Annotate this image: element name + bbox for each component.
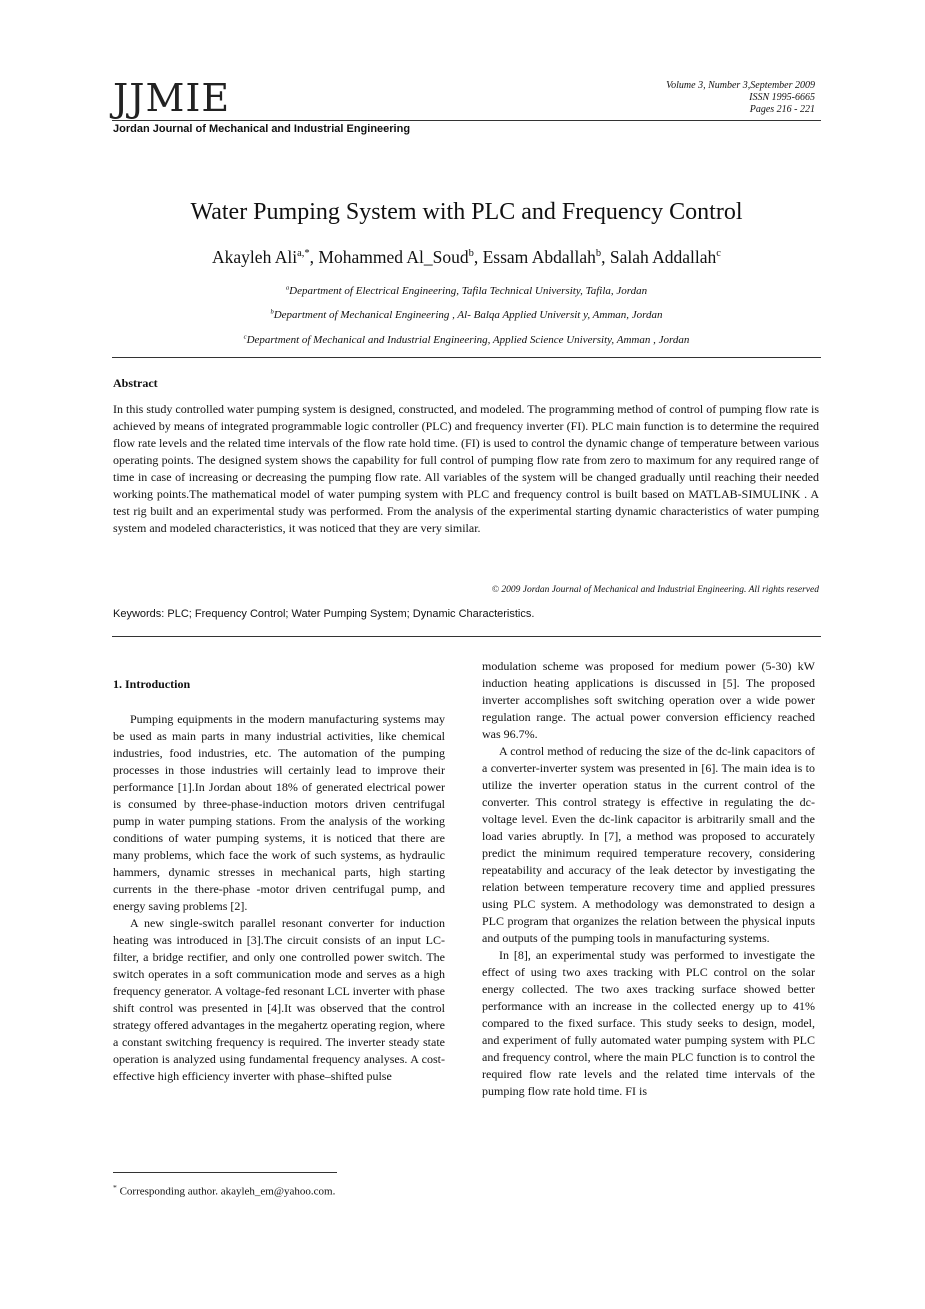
issn-line: ISSN 1995-6665 — [749, 92, 815, 103]
author-name: Salah Addallah — [609, 247, 717, 267]
author-name: Mohammed Al_Soud — [318, 247, 469, 267]
title-rule — [112, 357, 821, 358]
abstract-rule — [112, 636, 821, 637]
volume-info — [666, 80, 815, 116]
footnote-rule — [113, 1172, 337, 1173]
copyright-notice: © 2009 Jordan Journal of Mechanical and Industrial Engineering. All rights reserved — [491, 585, 819, 595]
right-column — [482, 658, 815, 1100]
keywords: Keywords: PLC; Frequency Control; Water Pumping System; Dynamic Characteristics. — [113, 608, 535, 620]
author-sup: b — [468, 248, 474, 260]
footnote-sup: * — [113, 1183, 117, 1192]
author-sup: c — [716, 248, 721, 260]
affiliation-sup: c — [243, 333, 247, 341]
author-list — [112, 247, 821, 268]
affiliation-sup: a — [285, 284, 290, 292]
affiliation-sup: b — [270, 308, 274, 316]
affiliation-text: Department of Electrical Engineering, Tafila Technical University, Tafila, Jordan — [289, 285, 648, 297]
affiliation-text: Department of Mechanical Engineering , Al- Balqa Applied Universit y, Amman, Jordan — [273, 309, 663, 321]
journal-logo: JJMIE — [113, 76, 231, 120]
journal-name: Jordan Journal of Mechanical and Industrial Engineering — [113, 123, 411, 135]
author-sup: a,* — [297, 248, 310, 260]
paragraph: modulation scheme was proposed for medium power (5-30) kW induction heating applications is discussed in [5]. The proposed inverter accomplishes soft switching operation over a wide power regulation range. The actual power conversion efficiency reached was 96.7%. — [482, 659, 815, 741]
author-name: Essam Abdallah — [482, 247, 596, 267]
volume-line: Volume 3, Number 3,September 2009 — [666, 80, 815, 91]
author-sup: b — [595, 248, 602, 260]
paper-title: Water Pumping System with PLC and Frequency Control — [190, 199, 743, 225]
paragraph: A new single-switch parallel resonant converter for induction heating was introduced in [3].The circuit consists of an input LC-filter, a bridge rectifier, and only one controlled power switch. The switch operates in a soft communication mode and serves as a high frequency generator. A voltage-fed resonant LCL inverter with phase shift control was presented in [4].It was observed that the control strategy offered advantages in the megahertz operating region, where a constant switching frequency is required. The inverter steady state operation is analyzed using fundamental frequency analyses. A cost-effective high efficiency inverter with phase–shifted pulse — [113, 916, 445, 1083]
author-sep: , — [473, 247, 483, 267]
header-rule — [112, 120, 821, 121]
left-column — [113, 711, 445, 1085]
author-sep: , — [309, 247, 319, 267]
footnote — [113, 1183, 335, 1198]
affiliation-a — [112, 285, 821, 297]
author-sep: , — [601, 247, 610, 267]
affiliation-text: Department of Mechanical and Industrial Engineering, Applied Science University, Amman , Jordan — [246, 334, 690, 346]
pages-line: Pages 216 - 221 — [749, 104, 815, 115]
paragraph: In [8], an experimental study was performed to investigate the effect of using two axes tracking with PLC control on the solar energy collected. The two axes tracking surface showed better performance with an increase in the collected energy up to 41% compared to the fixed surface. This study seeks to design, model, and experiment of fully automated water pumping system with PLC and frequency control, where the main PLC function is to control the required flow rate levels and the related time intervals of the pumping flow rate hold time. FI is — [482, 948, 815, 1098]
author-name: Akayleh Ali — [212, 247, 298, 267]
paragraph: A control method of reducing the size of the dc-link capacitors of a converter-inverter system was presented in [6]. The main idea is to utilize the inverter operation status in the current control of the converter. This control strategy is effective in regulating the dc-voltage level. Even the dc-link capacitor is arbitrarily small and the load varies abruptly. In [7], a method was proposed to accurately predict the minimum required temperature recovery, considering repeatability and accuracy of the leak detector by investigating the relation between temperature recovery time and applied pressures using PLC system. A methodology was demonstrated to design a PLC program that organizes the relation between the physical inputs and outputs of the pumping tools in manufacturing systems. — [482, 744, 815, 945]
abstract-text: In this study controlled water pumping system is designed, constructed, and modeled. The programming method of control of pumping flow rate is achieved by means of integrated programmable logic controller (PLC) and frequency inverter (FI). PLC main function is to determine the required flow rate levels and the related time intervals of the flow rate hold time. (FI) is used to control the dynamic change of temperature between various operating points. The designed system shows the capability for full control of pumping flow rate from zero to maximum for any required range of time in case of increasing or decreasing the pumping flow rate. All variables of the system will be changed gradually until reaching their needed working points.The mathematical model of water pumping system with PLC and frequency control is built based on MATLAB-SIMULINK . A test rig built and an experimental study was performed. From the analysis of the experimental starting dynamic characteristics of water pumping system and modeled characteristics, it was noticed that they are very similar. — [113, 402, 819, 535]
affiliation-c — [112, 334, 821, 346]
section-heading-introduction: 1. Introduction — [113, 677, 191, 691]
footnote-text: Corresponding author. akayleh_em@yahoo.com. — [116, 1185, 336, 1198]
abstract-heading: Abstract — [113, 376, 158, 390]
affiliation-b — [112, 309, 821, 321]
paragraph: Pumping equipments in the modern manufacturing systems may be used as main parts in many industrial activities, like chemical industries, food industries, etc. The automation of the pumping processes in those industries will certainly lead to improve their performance [1].In Jordan about 18% of generated electrical power is consumed by three-phase-induction motors driven centrifugal pump in water pumping stations. From the analysis of the working conditions of water pumping systems, it is noticed that there are many problems, which face the work of such systems, as hydraulic hammers, dynamic stresses in mechanical parts, high starting currents in the there-phase -motor driven centrifugal pump, and energy saving problems [2]. — [113, 712, 445, 913]
